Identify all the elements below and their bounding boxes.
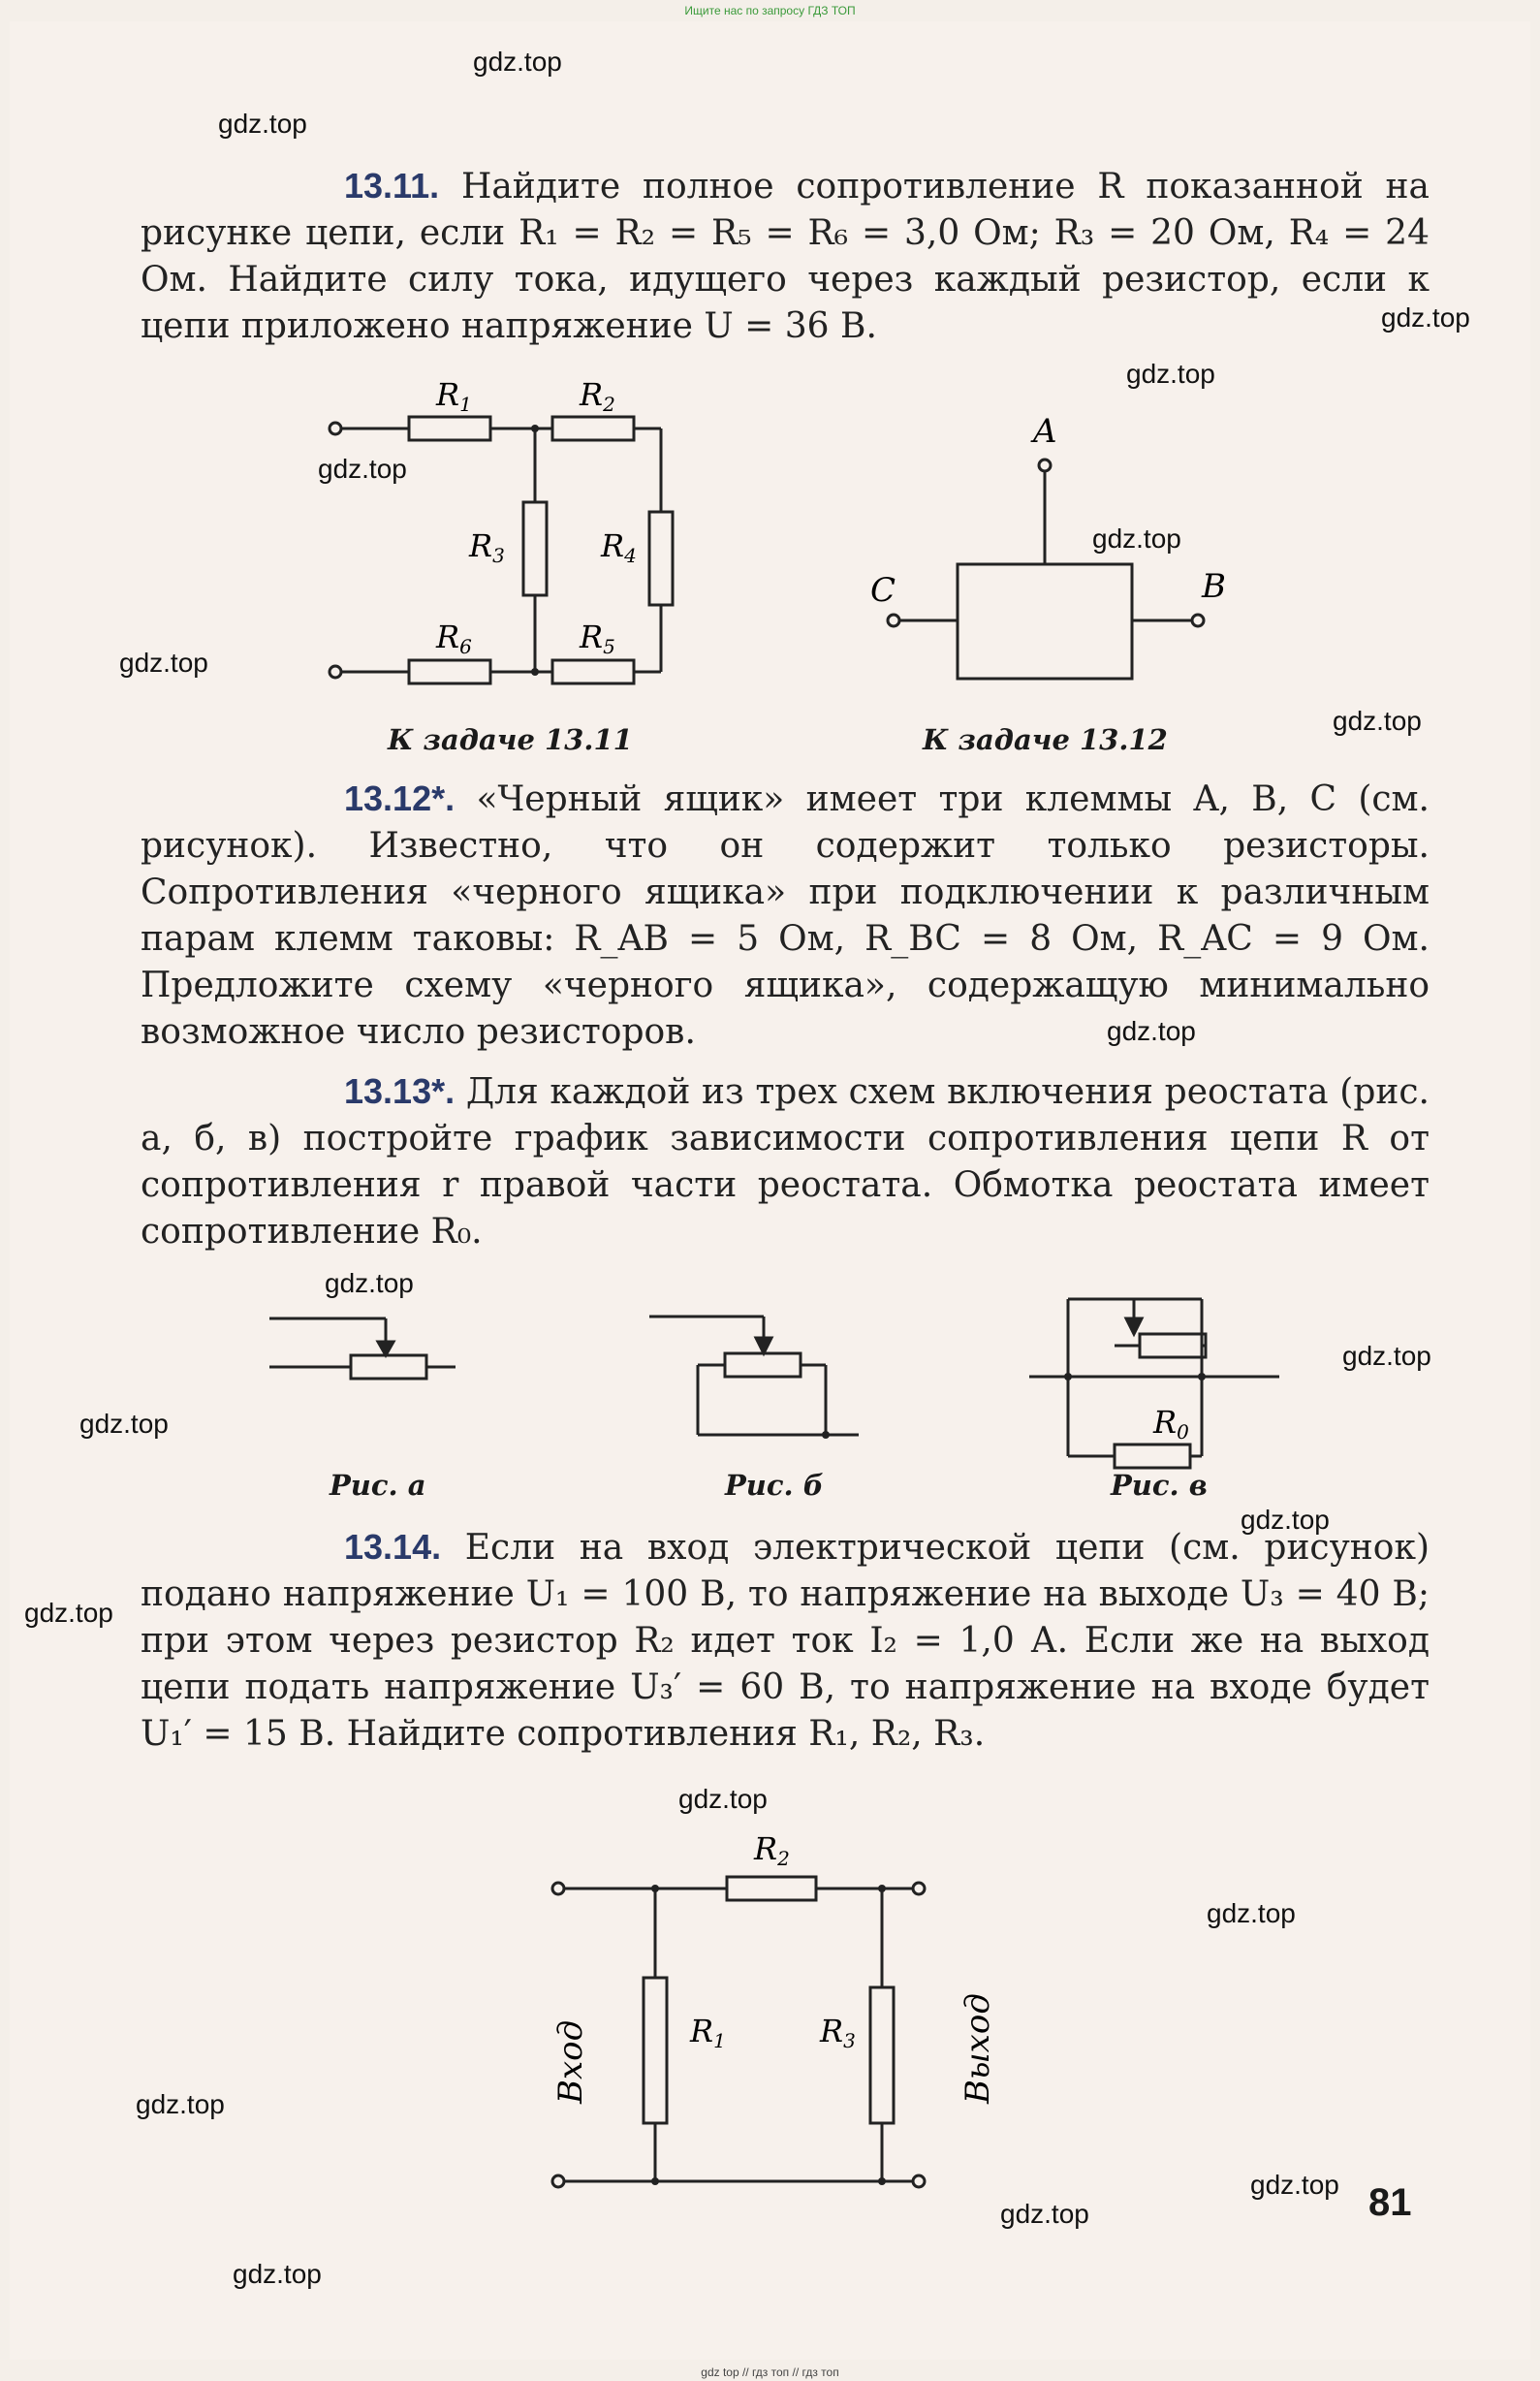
- terminal: [330, 423, 341, 434]
- caption-fig-c: Рис. в: [1111, 1469, 1208, 1502]
- resistor-r1: [644, 1978, 667, 2123]
- resistor-r5: [552, 660, 634, 683]
- problem-text: «Черный ящик» имеет три клеммы A, B, C (см. рисунок). Известно, что он содержит только резисторы. Сопротивления «черного ящика» при подключении к различным парам клемм таковы: R_AB = 5 Ом, R_BC = 8 Ом, R_AC = 9 Ом. Предложите схему «черного ящика», содержащую минимально возможное число резисторов.: [141, 779, 1430, 1052]
- watermark: gdz.top: [119, 648, 208, 678]
- problem-number: 13.12*.: [344, 778, 456, 818]
- watermark: gdz.top: [1207, 1898, 1296, 1928]
- output-terminal: [913, 1883, 925, 1894]
- resistor-r6: [409, 660, 490, 683]
- svg-text:R4: R4: [601, 527, 637, 567]
- resistor-r0: [1115, 1444, 1190, 1468]
- problem-number: 13.14.: [344, 1527, 442, 1567]
- rheostat: [725, 1353, 801, 1377]
- svg-text:R6: R6: [436, 619, 472, 658]
- rheostat-a: [262, 1299, 465, 1396]
- rheostat: [1140, 1334, 1206, 1357]
- svg-text:R2: R2: [754, 1830, 790, 1870]
- caption-fig-b: Рис. б: [725, 1469, 824, 1502]
- terminal-a: [1039, 460, 1051, 471]
- svg-text:R3: R3: [820, 2013, 856, 2052]
- resistor-r1: [409, 417, 490, 440]
- problem-text: Найдите полное сопротивление R показанной на рисунке цепи, если R₁ = R₂ = R₅ = R₆ = 3,0 Ом; R₃ = 20 Ом, R₄ = 24 Ом. Найдите силу тока, идущего через каждый резистор, если к цепи приложено напряжение U = 36 В.: [141, 167, 1430, 346]
- watermark: gdz.top: [325, 1268, 414, 1298]
- footer-note: gdz top // гдз топ // гдз топ: [701, 2365, 839, 2379]
- rheostat-c: [1018, 1280, 1299, 1474]
- caption-fig-a: Рис. а: [330, 1469, 426, 1502]
- input-label: Вход: [551, 2019, 590, 2104]
- svg-text:R1: R1: [436, 376, 472, 416]
- watermark: gdz.top: [318, 454, 407, 484]
- problem-13-14: [141, 1524, 1430, 1758]
- input-terminal: [552, 1883, 564, 1894]
- terminal-b: [1192, 615, 1204, 626]
- resistor-r3: [870, 1987, 894, 2123]
- watermark: gdz.top: [678, 1784, 768, 1814]
- watermark: gdz.top: [1250, 2170, 1339, 2200]
- watermark: gdz.top: [473, 47, 562, 77]
- output-terminal: [913, 2175, 925, 2187]
- caption-13-11: К задаче 13.11: [388, 723, 633, 756]
- problem-13-13: [141, 1068, 1430, 1255]
- watermark: gdz.top: [1381, 302, 1470, 333]
- resistor-r2: [727, 1877, 816, 1900]
- svg-text:B: B: [1202, 567, 1226, 606]
- page-number: 81: [1368, 2181, 1412, 2224]
- watermark: gdz.top: [233, 2259, 322, 2289]
- watermark: gdz.top: [1126, 359, 1215, 389]
- resistor-r3: [523, 502, 547, 595]
- rheostat-b: [640, 1299, 872, 1454]
- watermark: gdz.top: [1342, 1341, 1431, 1371]
- problem-13-11: [141, 163, 1430, 350]
- watermark: gdz.top: [218, 109, 307, 139]
- watermark: gdz.top: [24, 1598, 113, 1628]
- watermark: gdz.top: [136, 2089, 225, 2119]
- caption-13-12: К задаче 13.12: [923, 723, 1168, 756]
- black-box: [958, 564, 1132, 679]
- resistor-r4: [649, 512, 673, 605]
- output-label: Выход: [959, 1993, 997, 2104]
- circuit-13-14: [523, 1813, 1027, 2220]
- svg-text:R1: R1: [690, 2013, 726, 2052]
- terminal: [330, 666, 341, 678]
- terminal-c: [888, 615, 899, 626]
- watermark: gdz.top: [79, 1409, 169, 1439]
- svg-text:C: C: [870, 571, 896, 610]
- problem-text: Если на вход электрической цепи (см. рисунок) подано напряжение U₁ = 100 В, то напряжение на выходе U₃ = 40 В; при этом через резистор R₂ идет ток I₂ = 1,0 А. Если же на выход цепи подать напряжение U₃′ = 60 В, то напряжение на входе будет U₁′ = 15 В. Найдите сопротивления R₁, R₂, R₃.: [141, 1528, 1430, 1754]
- watermark: gdz.top: [1241, 1505, 1330, 1535]
- header-note: Ищите нас по запросу ГДЗ ТОП: [684, 4, 856, 17]
- problem-13-12: [141, 776, 1430, 1056]
- problem-text: Для каждой из трех схем включения реостата (рис. а, б, в) постройте график зависимости сопротивления цепи R от сопротивления r правой части реостата. Обмотка реостата имеет сопротивление R₀.: [141, 1072, 1430, 1252]
- svg-text:A: A: [1033, 412, 1057, 451]
- watermark: gdz.top: [1333, 706, 1422, 736]
- resistor-r2: [552, 417, 634, 440]
- watermark: gdz.top: [1092, 524, 1181, 554]
- input-terminal: [552, 2175, 564, 2187]
- black-box-13-12: [853, 407, 1241, 698]
- problem-number: 13.11.: [344, 166, 440, 206]
- rheostat: [351, 1355, 426, 1379]
- svg-text:R2: R2: [580, 376, 615, 416]
- watermark: gdz.top: [1000, 2199, 1089, 2229]
- svg-text:R5: R5: [580, 619, 615, 658]
- circuit-13-11: [320, 366, 688, 696]
- svg-text:R0: R0: [1153, 1404, 1189, 1444]
- watermark: gdz.top: [1107, 1016, 1196, 1046]
- svg-text:R3: R3: [469, 527, 505, 567]
- problem-number: 13.13*.: [344, 1071, 456, 1111]
